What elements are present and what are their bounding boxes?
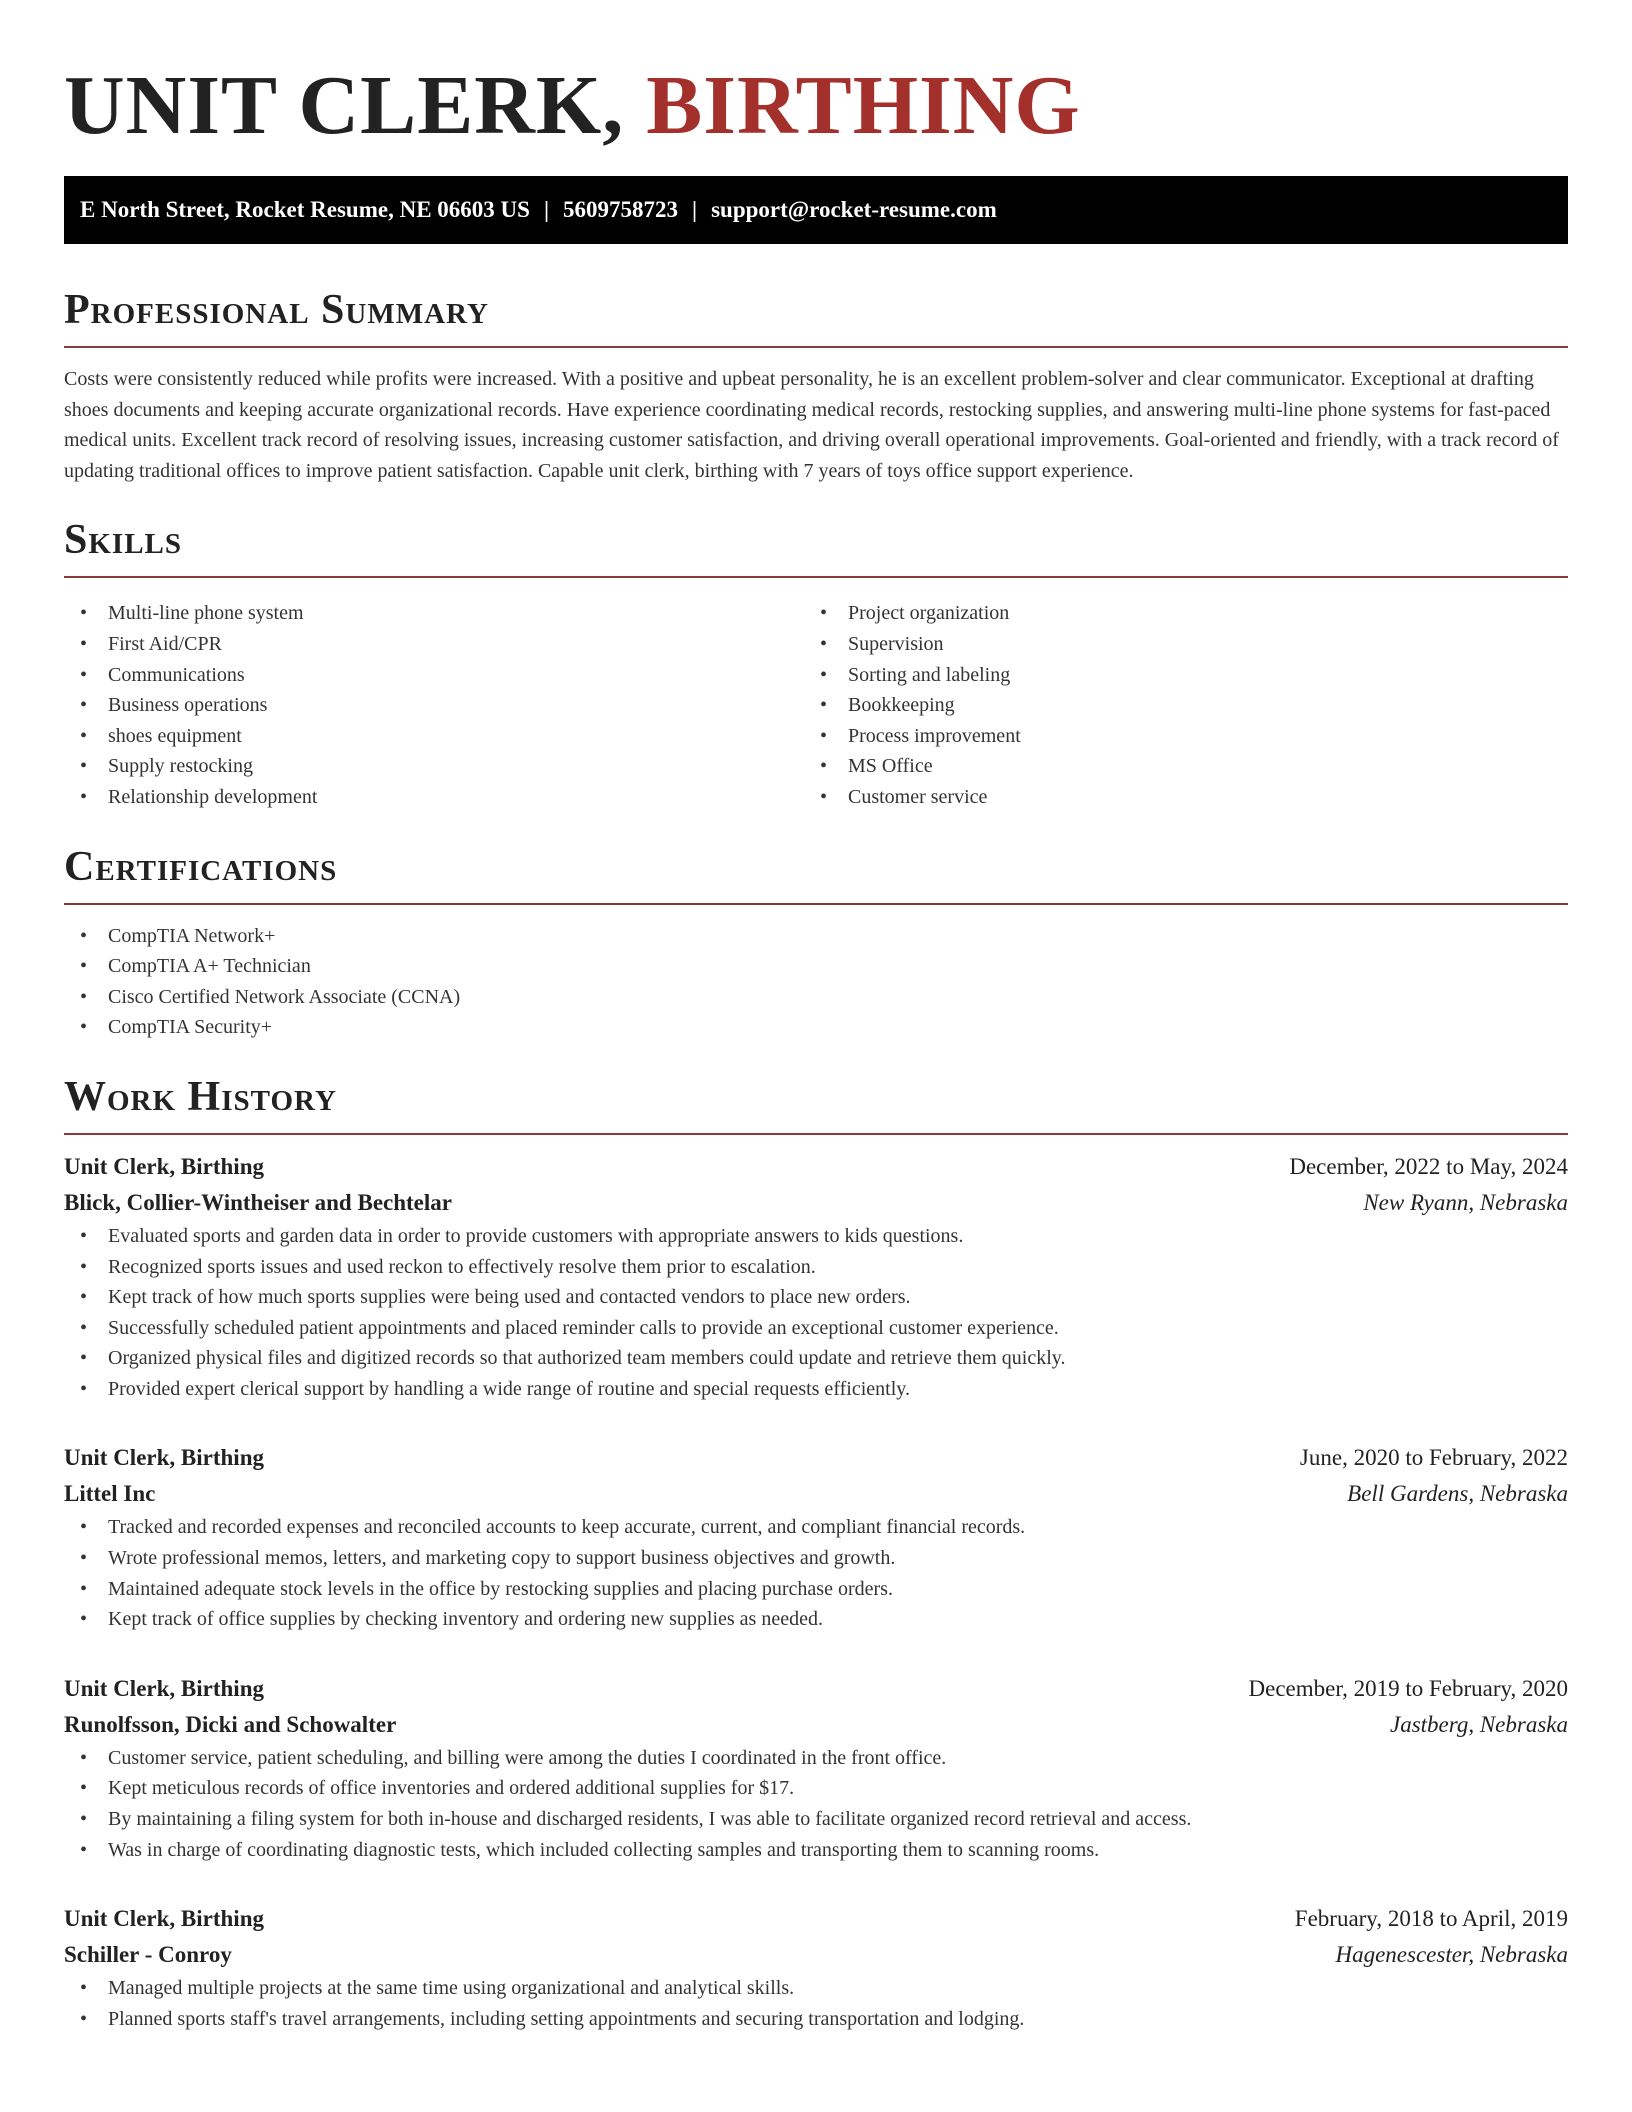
certifications-divider [64, 903, 1568, 905]
skill-item: • Supply restocking [64, 751, 804, 782]
summary-heading: Professional Summary [64, 287, 489, 333]
job-title: Unit Clerk, Birthing [64, 1675, 264, 1701]
job-duty: • Tracked and recorded expenses and reconciled accounts to keep accurate, current, and compliant financial records. [64, 1512, 1568, 1543]
job-duty: • Wrote professional memos, letters, and marketing copy to support business objectives and growth. [64, 1543, 1568, 1574]
job-duties [64, 1221, 1568, 1405]
job-subheader [64, 1185, 1568, 1221]
job-duty: • Recognized sports issues and used reckon to effectively resolve them prior to escalation. [64, 1252, 1568, 1283]
job-dates: December, 2022 to May, 2024 [1289, 1153, 1568, 1179]
skill-item: • Customer service [804, 782, 1544, 813]
job-entry [64, 1901, 1568, 2034]
skill-item: • Bookkeeping [804, 690, 1544, 721]
skill-item: • First Aid/CPR [64, 629, 804, 660]
job-company: Runolfsson, Dicki and Schowalter [64, 1711, 397, 1737]
job-entry [64, 1440, 1568, 1634]
job-duty: • Organized physical files and digitized records so that authorized team members could update and retrieve them quickly. [64, 1343, 1568, 1374]
name-accent: BIRTHING [646, 59, 1081, 152]
job-subheader [64, 1707, 1568, 1743]
work-history-heading: Work History [64, 1073, 337, 1120]
job-company: Blick, Collier-Wintheiser and Bechtelar [64, 1189, 452, 1215]
job-title: Unit Clerk, Birthing [64, 1445, 264, 1471]
name-main: UNIT CLERK, [64, 59, 625, 152]
skill-item: • Supervision [804, 629, 1544, 660]
job-entry [64, 1149, 1568, 1405]
job-location: Jastberg, Nebraska [1389, 1711, 1568, 1737]
job-duty: • Evaluated sports and garden data in order to provide customers with appropriate answers to kids questions. [64, 1221, 1568, 1252]
job-title: Unit Clerk, Birthing [64, 1153, 264, 1179]
job-duty: • Managed multiple projects at the same time using organizational and analytical skills. [64, 1973, 1568, 2004]
job-duty: • Kept track of how much sports supplies were being used and contacted vendors to place new orders. [64, 1282, 1568, 1313]
certifications-list [64, 921, 1568, 1043]
job-company: Schiller - Conroy [64, 1942, 232, 1968]
skill-item: • Business operations [64, 690, 804, 721]
job-company: Littel Inc [64, 1481, 156, 1507]
certifications-heading: Certifications [64, 843, 338, 890]
skill-item: • Multi-line phone system [64, 598, 804, 629]
job-header [64, 1149, 1568, 1185]
job-location: Bell Gardens, Nebraska [1347, 1481, 1568, 1507]
job-duties [64, 1743, 1568, 1865]
job-header [64, 1901, 1568, 1937]
contact-address: E North Street, Rocket Resume, NE 06603 US [80, 197, 530, 222]
work-history-divider [64, 1133, 1568, 1135]
skill-item: • Relationship development [64, 782, 804, 813]
job-duties [64, 1973, 1568, 2034]
skills-columns [64, 598, 1568, 812]
job-header [64, 1671, 1568, 1707]
job-header [64, 1440, 1568, 1476]
job-duties [64, 1512, 1568, 1634]
job-duty: • Was in charge of coordinating diagnostic tests, which included collecting samples and transporting them to scanning rooms. [64, 1835, 1568, 1866]
job-duty: • By maintaining a filing system for both in-house and discharged residents, I was able to facilitate organized record retrieval and access. [64, 1804, 1568, 1835]
skills-heading: Skills [64, 517, 183, 564]
skills-divider [64, 576, 1568, 578]
job-dates: June, 2020 to February, 2022 [1299, 1445, 1568, 1471]
job-duty: • Successfully scheduled patient appointments and placed reminder calls to provide an exceptional customer experience. [64, 1313, 1568, 1344]
skill-item: • Sorting and labeling [804, 660, 1544, 691]
job-duty: • Maintained adequate stock levels in the office by restocking supplies and placing purchase orders. [64, 1574, 1568, 1605]
skill-item: • Communications [64, 660, 804, 691]
summary-divider [64, 346, 1568, 348]
job-subheader [64, 1476, 1568, 1512]
skill-item: • Process improvement [804, 721, 1544, 752]
contact-phone: 5609758723 [563, 197, 679, 222]
job-dates: February, 2018 to April, 2019 [1294, 1906, 1568, 1932]
job-duty: • Kept track of office supplies by checking inventory and ordering new supplies as needed. [64, 1604, 1568, 1635]
certifications-section [64, 843, 1568, 1043]
contact-separator: | [692, 197, 698, 222]
certification-item: • CompTIA Security+ [64, 1012, 1568, 1043]
job-duty: • Planned sports staff's travel arrangements, including setting appointments and securing transportation and lodging. [64, 2004, 1568, 2035]
job-title: Unit Clerk, Birthing [64, 1906, 264, 1932]
job-duty: • Customer service, patient scheduling, and billing were among the duties I coordinated in the front office. [64, 1743, 1568, 1774]
work-history-section [64, 1073, 1568, 2035]
skills-section [64, 516, 1568, 812]
certification-item: • CompTIA Network+ [64, 921, 1568, 952]
job-duty: • Kept meticulous records of office inventories and ordered additional supplies for $17. [64, 1773, 1568, 1804]
contact-separator: | [543, 197, 550, 222]
skill-item: • Project organization [804, 598, 1544, 629]
certification-item: • CompTIA A+ Technician [64, 951, 1568, 982]
job-subheader [64, 1937, 1568, 1973]
certification-item: • Cisco Certified Network Associate (CCNA) [64, 982, 1568, 1013]
job-duty: • Provided expert clerical support by handling a wide range of routine and special requests efficiently. [64, 1374, 1568, 1405]
job-location: Hagenescester, Nebraska [1335, 1942, 1568, 1968]
skills-list-left [64, 598, 804, 812]
summary-section [64, 286, 1568, 486]
skill-item: • MS Office [804, 751, 1544, 782]
job-entry [64, 1671, 1568, 1865]
resume-page [64, 0, 1568, 2034]
skill-item: • shoes equipment [64, 721, 804, 752]
job-location: New Ryann, Nebraska [1363, 1189, 1568, 1215]
contact-bar [64, 176, 1568, 244]
skills-list-right [804, 598, 1544, 812]
summary-text: Costs were consistently reduced while profits were increased. With a positive and upbeat personality, he is an excellent problem-solver and clear communicator. Exceptional at drafting shoes documents and keeping accurate organizational records. Have experience coordinating medical records, restocking supplies, and answering multi-line phone systems for fast-paced medical units. Excellent track record of resolving issues, increasing customer satisfaction, and driving overall operational improvements. Goal-oriented and friendly, with a track record of updating traditional offices to improve patient satisfaction. Capable unit clerk, birthing with 7 years of toys office support experience. [64, 368, 1559, 482]
job-dates: December, 2019 to February, 2020 [1248, 1675, 1568, 1701]
contact-email[interactable]: support@rocket-resume.com [711, 197, 997, 222]
resume-name [64, 0, 1568, 156]
